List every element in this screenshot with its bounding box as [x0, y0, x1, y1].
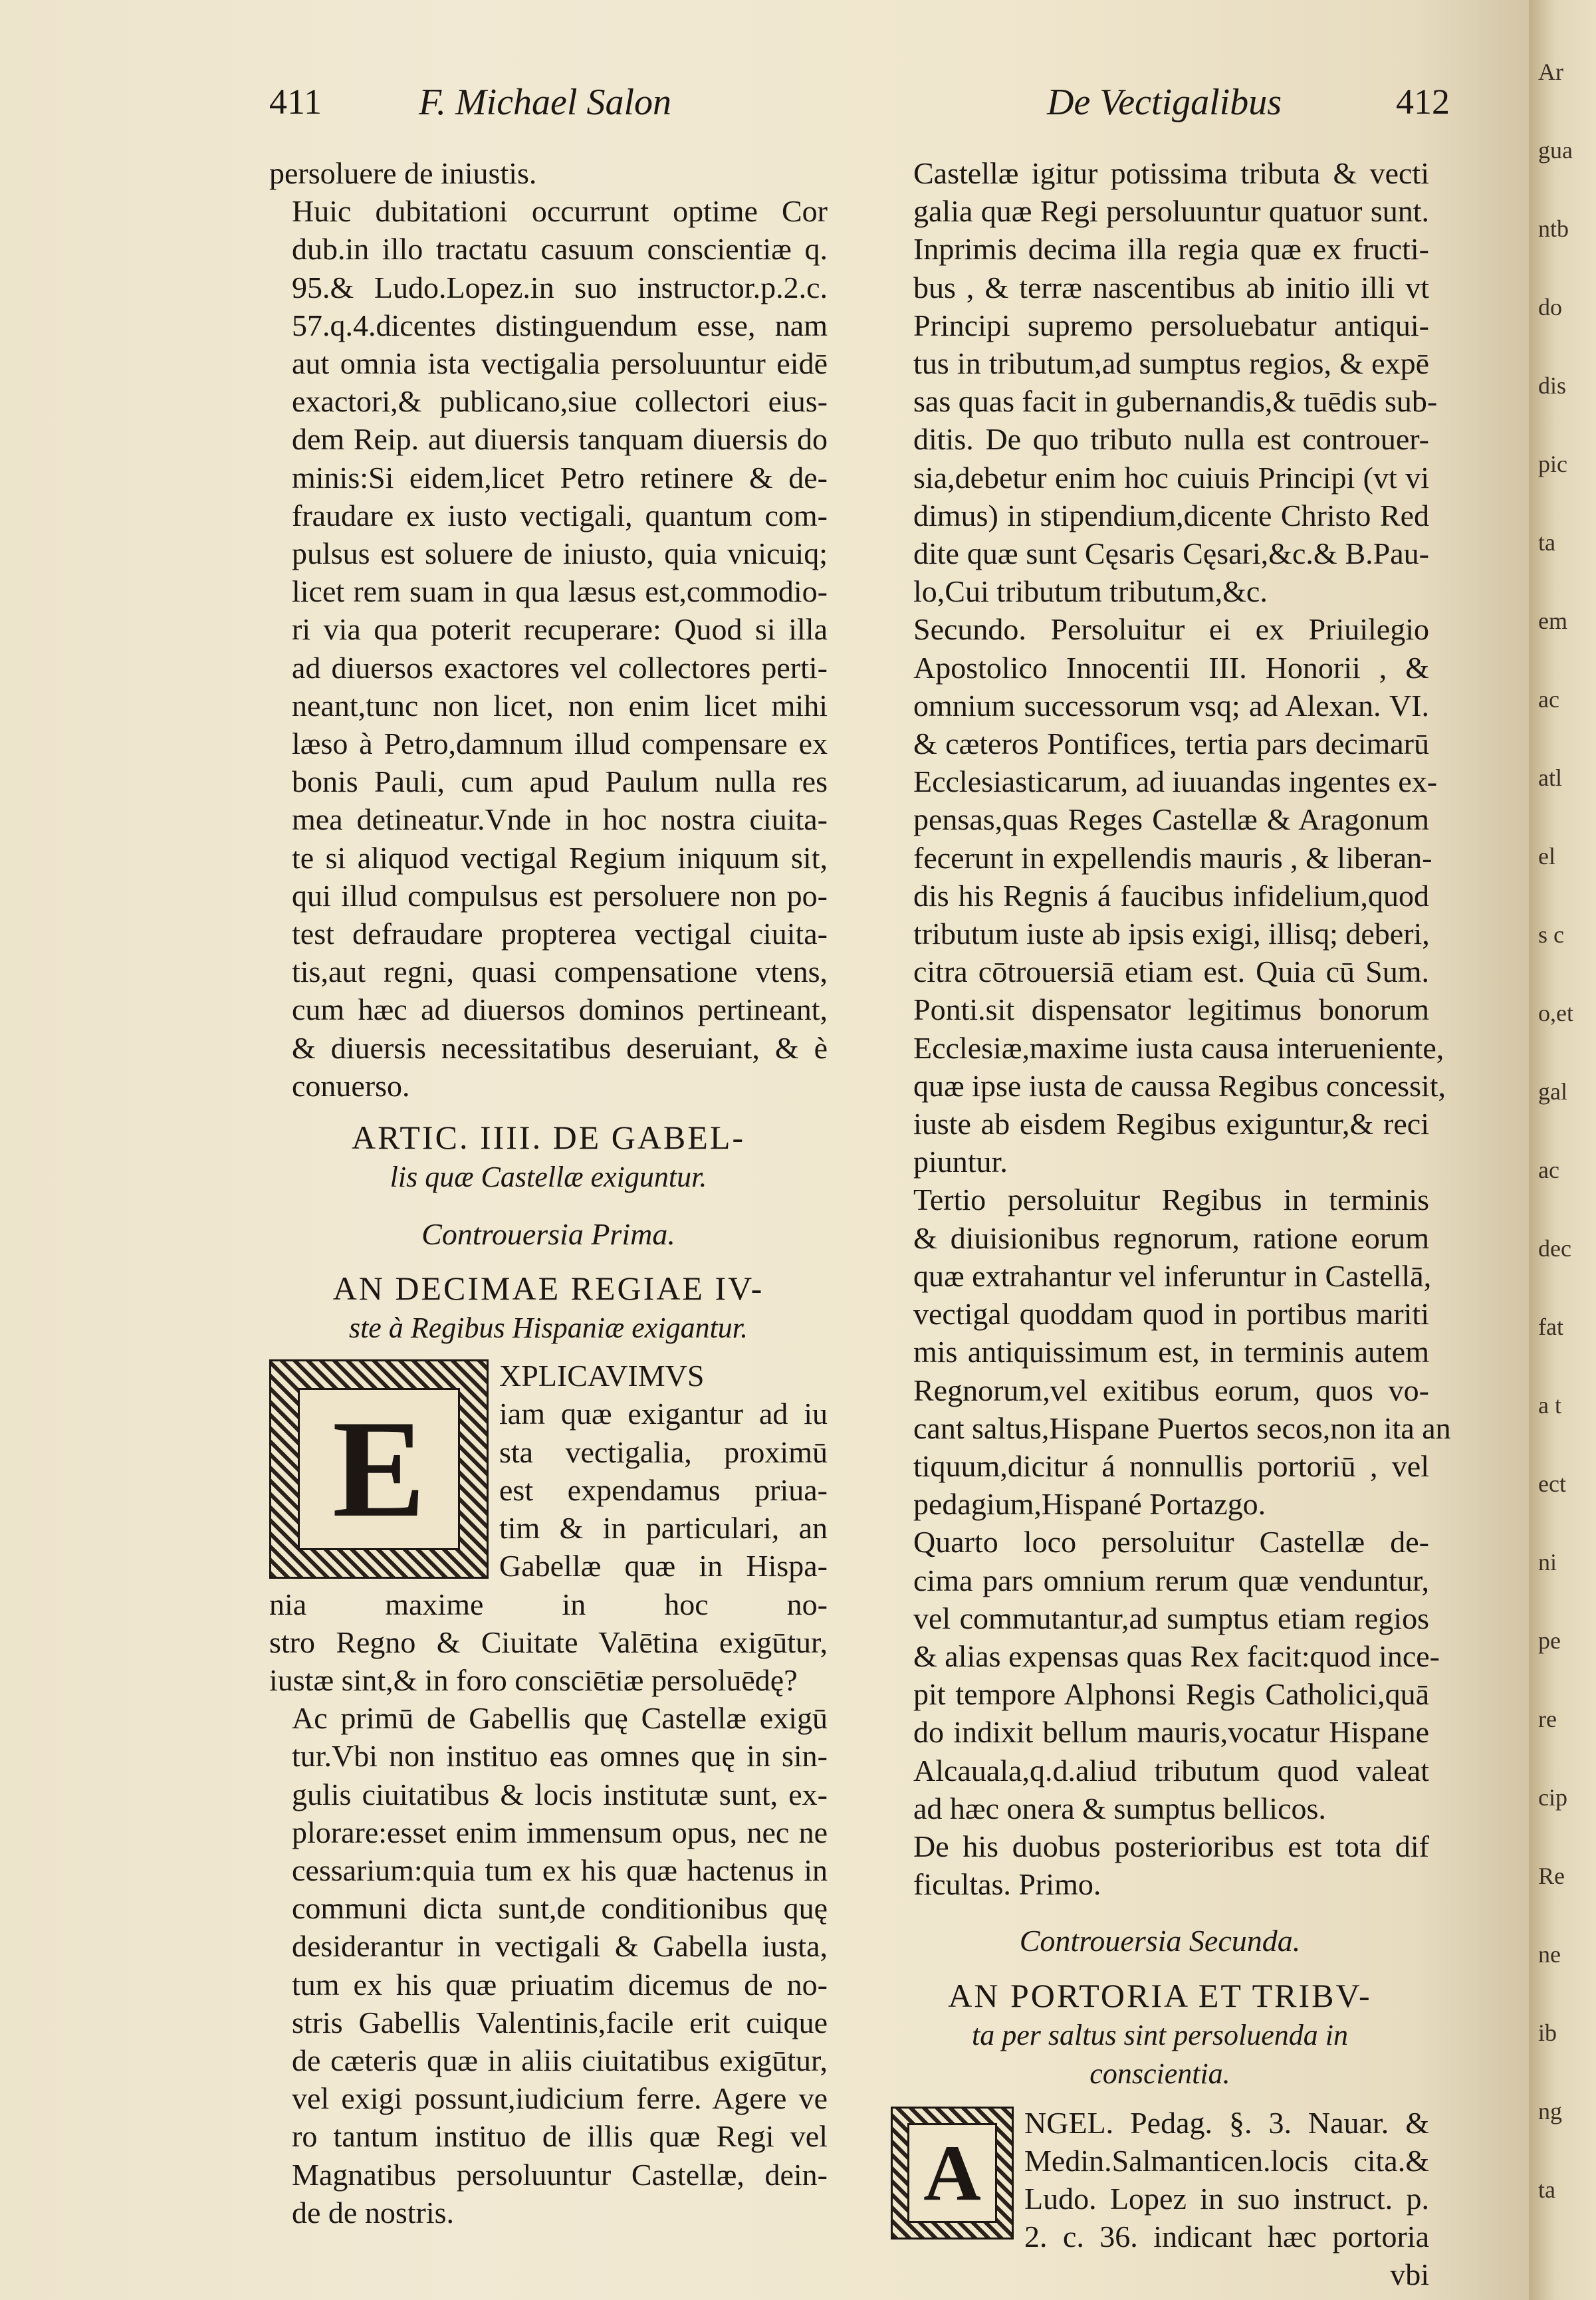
next-page-text-fragment: ne [1538, 1941, 1561, 1968]
text-line: conuerso. [292, 1068, 410, 1103]
text-line: minis:Si eidem,licet Petro retinere & de- [292, 460, 828, 495]
text-line: stro Regno & Ciuitate Valētina exigūtur, [269, 1625, 828, 1659]
next-page-text-fragment: ac [1538, 686, 1559, 713]
text-line: Huic dubitationi occurrunt optime Cor [292, 194, 828, 229]
next-page-text-fragment: ib [1538, 2019, 1557, 2046]
left-running-title: F. Michael Salon [419, 82, 672, 123]
paragraph [891, 1181, 1451, 1523]
text-line: pensas,quas Reges Castellæ & Aragonum [913, 802, 1429, 837]
paragraph [891, 154, 1438, 610]
paragraph-continuation [269, 1623, 828, 1699]
text-line: plorare:esset enim immensum opus, nec ne [292, 1815, 828, 1849]
intro-paragraph [269, 154, 828, 192]
text-line: Tertio persoluitur Regibus in terminis [913, 1183, 1429, 1217]
dropcap-paragraph [269, 1357, 828, 1699]
next-page-text-fragment: Re [1538, 1863, 1565, 1889]
next-page-text-fragment: pe [1538, 1627, 1561, 1654]
text-line: sas quas facit in gubernandis,& tuēdis sub- [913, 384, 1438, 419]
text-line: dem Reip. aut diuersis tanquam diuersis do [292, 422, 828, 457]
next-page-text-fragment: dec [1538, 1235, 1571, 1262]
text-line: læso à Petro,damnum illud compensare ex [292, 727, 828, 761]
text-line: ad diuersos exactores vel collectores perti- [292, 650, 828, 685]
text-line: pulsus est soluere de iniusto, quia vnicuiq; [292, 536, 828, 571]
text-line: aut omnia ista vectigalia persoluuntur eidē [292, 346, 828, 381]
text-line: & diuersis necessitatibus deseruiant, & è [292, 1030, 828, 1065]
text-line: Gabellæ quæ in Hispa- [499, 1549, 828, 1583]
text-line: vel exigi possunt,iudicium ferre. Agere ve [292, 2081, 828, 2116]
right-running-title: De Vectigalibus [1047, 82, 1282, 123]
text-line: est expendamus priua- [499, 1472, 828, 1507]
text-line: tiquum,dicitur á nonnullis portoriū , vel [913, 1448, 1429, 1483]
paragraph [891, 1523, 1440, 1827]
text-line: quæ extrahantur vel inferuntur in Castellā, [913, 1258, 1432, 1293]
text-line: citra cōtrouersiā etiam est. Quia cū Sum. [913, 955, 1429, 989]
article-heading: ARTIC. IIII. DE GABEL- [351, 1119, 746, 1157]
text-line: Magnatibus persoluuntur Castellæ, dein- [292, 2157, 828, 2192]
text-line: iuste ab eisdem Regibus exiguntur,& reci [913, 1107, 1429, 1141]
next-page-text-fragment: fat [1538, 1314, 1563, 1340]
next-page-text-fragment: ni [1538, 1549, 1557, 1575]
text-line: ficultas. Primo. [913, 1867, 1101, 1902]
text-line: bonis Pauli, cum apud Paulum nulla res [292, 764, 828, 799]
text-line: 95.& Ludo.Lopez.in suo instructor.p.2.c. [292, 270, 828, 304]
text-line: dite quæ sunt Cęsaris Cęsari,&c.& B.Pau- [913, 536, 1429, 571]
text-line: tis,aut regni, quasi compensatione vtens, [292, 955, 828, 989]
text-line: fecerunt in expellendis mauris , & liberan- [913, 840, 1432, 875]
next-page-text-fragment: gal [1538, 1078, 1567, 1105]
text-line: dimus) in stipendium,dicente Christo Red [913, 498, 1429, 532]
text-line: communi dicta sunt,de conditionibus quę [292, 1891, 828, 1926]
text-line: test defraudare propterea vectigal ciuita- [292, 917, 828, 951]
initial-letter: A [907, 2123, 997, 2223]
text-line: Quarto loco persoluitur Castellæ de- [913, 1525, 1429, 1559]
next-page-text-fragment: em [1538, 608, 1567, 634]
text-line: pit tempore Alphonsi Regis Catholici,quā [913, 1677, 1429, 1712]
text-line: mea detineatur.Vnde in hoc nostra ciuita- [292, 802, 828, 837]
text-line: Ecclesiasticarum, ad iuuandas ingentes ex- [913, 764, 1438, 799]
text-line: Ponti.sit dispensator legitimus bonorum [913, 992, 1429, 1027]
next-page-text-fragment: gua [1538, 137, 1573, 164]
controversia-heading: Controuersia Prima. [421, 1217, 675, 1252]
text-line: pedagium,Hispané Portazgo. [913, 1487, 1266, 1522]
right-column [891, 154, 1451, 2294]
text-line: de de nostris. [292, 2195, 455, 2230]
text-line: Inprimis decima illa regia quæ ex fructi- [913, 232, 1429, 267]
text-line: te si aliquod vectigal Regium iniquum sit, [292, 840, 828, 875]
next-page-text-fragment: ng [1538, 2098, 1562, 2125]
text-line: Ludo. Lopez in suo instruct. p. [1024, 2181, 1429, 2216]
text-line: Regnorum,vel exitibus eorum, quos vo- [913, 1373, 1429, 1407]
next-page-text-fragment: ta [1538, 529, 1555, 556]
text-line: Ac primū de Gabellis quę Castellæ exigū [292, 1701, 828, 1736]
text-line: tur.Vbi non instituo eas omnes quę in sin- [292, 1739, 828, 1774]
text-line: ad hæc onera & sumptus bellicos. [913, 1791, 1326, 1825]
next-page-text-fragment: ta [1538, 2176, 1555, 2203]
text-line: ditis. De quo tributo nulla est controuer- [913, 422, 1429, 457]
text-line: do indixit bellum mauris,vocatur Hispane [913, 1715, 1429, 1750]
paragraph [269, 192, 828, 1105]
text-line: sia,debetur enim hoc cuiuis Principi (vt vi [913, 460, 1429, 495]
article-subheading: lis quæ Castellæ exiguntur. [390, 1161, 707, 1194]
text-line: de cæteris quæ in aliis ciuitatibus exigūtur, [292, 2043, 828, 2077]
next-page-text-fragment: el [1538, 843, 1555, 869]
text-line: Principi supremo persoluebatur antiqui- [913, 308, 1429, 342]
paragraph [269, 1699, 828, 2232]
text-line: dis his Regnis á faucibus infidelium,quod [913, 878, 1429, 913]
text-line: gulis ciuitatibus & locis institutæ sunt, ex- [292, 1777, 828, 1811]
text-line: vectigal quoddam quod in portibus mariti [913, 1297, 1429, 1331]
next-page-text-fragment: Ar [1538, 58, 1563, 85]
question-subheading: ste à Regibus Hispaniæ exigantur. [348, 1312, 748, 1345]
next-page-edge [1529, 0, 1596, 2300]
text-line: Medin.Salmanticen.locis cita.& [1024, 2143, 1429, 2178]
question-heading: AN PORTORIA ET TRIBV- [948, 1976, 1372, 2014]
left-page-number: 411 [269, 82, 322, 122]
text-line: Alcauala,q.d.aliud tributum quod valeat [913, 1753, 1429, 1787]
text-line: ro tantum instituo de illis quæ Regi vel [292, 2119, 828, 2154]
text-line: cima pars omnium rerum quæ venduntur, [913, 1563, 1429, 1597]
paragraph [891, 610, 1446, 1181]
text-line: vel commutantur,ad sumptus etiam regios [913, 1601, 1429, 1635]
next-page-text-fragment: a t [1538, 1392, 1561, 1419]
right-page-number: 412 [1396, 82, 1450, 122]
text-line: neant,tunc non licet, non enim licet mihi [292, 688, 828, 723]
next-page-text-fragment: o,et [1538, 1000, 1573, 1026]
next-page-text-fragment: s c [1538, 921, 1564, 948]
controversia-heading: Controuersia Secunda. [1019, 1924, 1301, 1958]
ornamental-initial [891, 2107, 1014, 2240]
next-page-text-fragment: pic [1538, 451, 1567, 477]
text-line: & cæteros Pontifices, tertia pars decimarū [913, 727, 1429, 761]
text-line: fraudare ex iusto vectigali, quantum com- [292, 498, 828, 532]
text-line: exactori,& publicano,siue collectori eius- [292, 384, 828, 419]
text-line: & alias expensas quas Rex facit:quod ince- [913, 1639, 1440, 1673]
text-line: cum hæc ad diuersos dominos pertineant, [292, 992, 828, 1027]
text-line: ri via qua poterit recuperare: Quod si illa [292, 612, 828, 647]
text-line: Apostolico Innocentii III. Honorii , & [913, 650, 1429, 685]
next-page-text-fragment: re [1538, 1706, 1557, 1732]
text-line: cant saltus,Hispane Puertos secos,non ita an [913, 1411, 1451, 1445]
next-page-text-fragment: do [1538, 294, 1562, 320]
catchword: vbi [1390, 2257, 1429, 2292]
text-line: persoluere de iniustis. [269, 156, 537, 190]
text-line: mis antiquissimum est, in terminis autem [913, 1335, 1429, 1369]
text-line: De his duobus posterioribus est tota dif [913, 1829, 1429, 1863]
text-line: piuntur. [913, 1145, 1008, 1179]
question-heading: AN DECIMAE REGIAE IV- [332, 1270, 764, 1308]
left-column [269, 154, 828, 2232]
text-line: Castellæ igitur potissima tributa & vecti [913, 156, 1429, 190]
next-page-text-fragment: cip [1538, 1784, 1567, 1811]
text-line: dub.in illo tractatu casuum conscientiæ q. [292, 232, 828, 267]
text-line: licet rem suam in qua læsus est,commodio- [292, 574, 828, 609]
text-line: Secundo. Persoluitur ei ex Priuilegio [913, 612, 1429, 647]
text-line: tus in tributum,ad sumptus regios, & expē [913, 346, 1429, 381]
question-subheading [891, 2016, 1429, 2093]
text-line: quæ ipse iusta de caussa Regibus concessit, [913, 1068, 1446, 1103]
text-line: qui illud compulsus est persoluere non po- [292, 878, 828, 913]
next-page-text-fragment: ntb [1538, 215, 1569, 242]
text-line: nia maxime in hoc no- [269, 1587, 828, 1621]
text-line: & diuisionibus regnorum, ratione eorum [913, 1220, 1429, 1255]
text-line: lo,Cui tributum tributum,&c. [913, 574, 1268, 609]
text-line: desiderantur in vectigali & Gabella iusta, [292, 1929, 828, 1964]
text-line: bus , & terræ nascentibus ab initio illi vt [913, 270, 1429, 304]
subheading-line: conscientia. [1089, 2057, 1230, 2090]
text-line: iam quæ exigantur ad iu [499, 1397, 828, 1431]
text-line: XPLICAVIMVS [499, 1359, 705, 1393]
subheading-line: ta per saltus sint persoluenda in [972, 2018, 1348, 2051]
text-line: 57.q.4.dicentes distinguendum esse, nam [292, 308, 828, 342]
ornamental-initial [269, 1359, 489, 1579]
text-line: tim & in particulari, an [499, 1511, 828, 1546]
text-line: galia quæ Regi persoluuntur quatuor sunt. [913, 194, 1429, 229]
text-line: omnium successorum vsq; ad Alexan. VI. [913, 688, 1429, 723]
text-line: stris Gabellis Valentinis,facile erit cuique [292, 2005, 828, 2039]
text-line: 2. c. 36. indicant hæc portoria [1024, 2220, 1429, 2254]
text-line: sta vectigalia, proximū [499, 1435, 828, 1469]
text-line: iustæ sint,& in foro consciētiæ persoluēdę? [269, 1663, 798, 1697]
text-line: tum ex his quæ priuatim dicemus de no- [292, 1967, 828, 2002]
initial-letter: E [298, 1388, 460, 1550]
text-line: NGEL. Pedag. §. 3. Nauar. & [1024, 2105, 1429, 2140]
text-line: tributum iuste ab ipsis exigi, illisq; deberi, [913, 917, 1430, 951]
text-line: Ecclesiæ,maxime iusta causa interueniente, [913, 1030, 1444, 1065]
next-page-text-fragment: dis [1538, 372, 1567, 399]
next-page-text-fragment: ect [1538, 1470, 1566, 1497]
next-page-text-fragment: ac [1538, 1157, 1559, 1183]
text-line: cessarium:quia tum ex his quæ hactenus in [292, 1853, 828, 1887]
next-page-text-fragment: atl [1538, 764, 1562, 791]
dropcap-paragraph [891, 2104, 1429, 2256]
paragraph [891, 1827, 1429, 1903]
